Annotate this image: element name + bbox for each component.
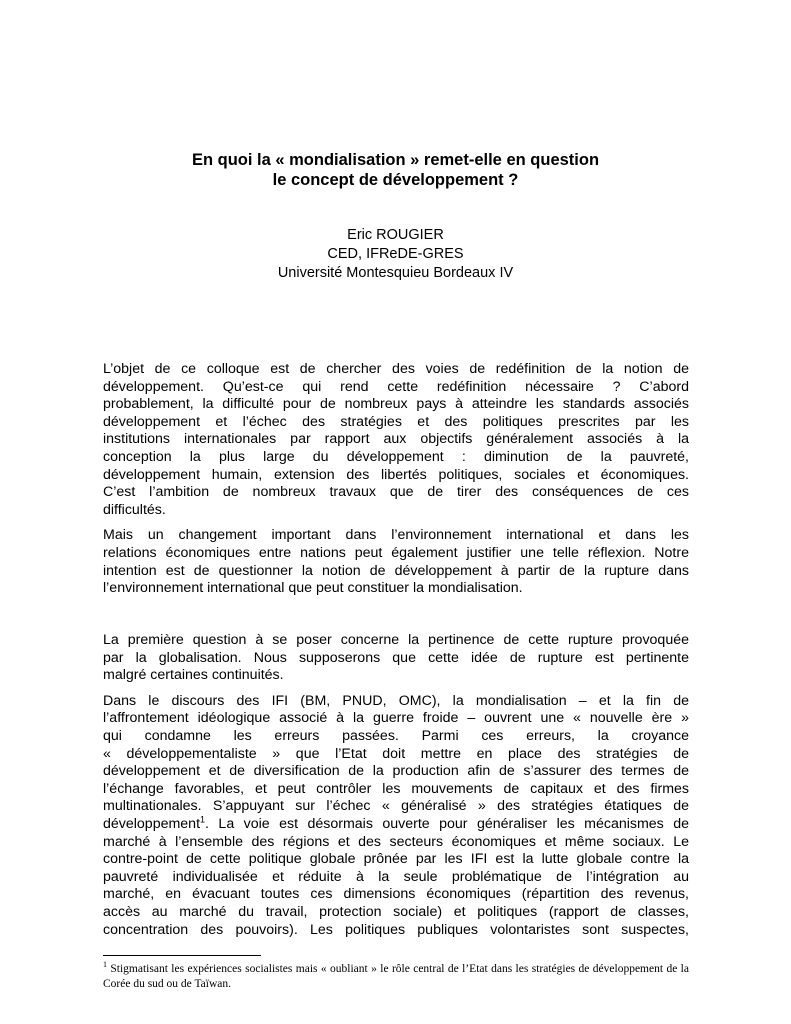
paragraph-line: relations économiques entre nations peut également justifier une telle réflexion. Notre [103, 544, 689, 561]
footnote-text: Stigmatisant les expériences socialistes mais « oubliant » le rôle central de l’Etat dans les stratégies de développement de la Corée du sud ou de Taïwan. [103, 963, 689, 990]
paragraph-line: institutions internationales par rapport aux objectifs généralement associés à la [103, 431, 689, 448]
paragraph-3 [103, 632, 689, 685]
paragraph-line: Mais un changement important dans l’environnement international et dans les [103, 527, 689, 544]
document-title [0, 150, 791, 190]
paragraph-line: l’affrontement idéologique associé à la guerre froide – ouvrent une « nouvelle ère » [103, 710, 689, 727]
paragraph-line: intention est de questionner la notion de développement à partir de la rupture dans [103, 562, 689, 579]
paragraph-2 [103, 527, 689, 597]
footnote-reference[interactable]: 1 [200, 814, 206, 825]
paragraph-line: développement et de diversification de la production afin de s’assurer des termes de [103, 763, 689, 780]
note-line-end: . La voie est désormais ouverte pour généraliser les mécanismes de [205, 815, 689, 832]
paragraph-line: par la globalisation. Nous supposerons que cette idée de rupture est pertinente [103, 649, 689, 666]
footnote [103, 962, 689, 992]
paragraph-line: contre-point de cette politique globale prônée par les IFI est la lutte globale contre la [103, 851, 689, 868]
paragraph-line-with-note [103, 816, 689, 834]
footnote-mark: 1 [103, 960, 107, 970]
paragraph-line: malgré certaines continuités. [103, 667, 284, 684]
paragraph-line: L’objet de ce colloque est de chercher des voies de redéfinition de la notion de [103, 361, 689, 377]
paragraph-line: pauvreté individualisée et réduite à la seule problématique de l’intégration au [103, 868, 689, 885]
author-university: Université Montesquieu Bordeaux IV [277, 265, 514, 281]
paragraph-line: l’environnement international que peut constituer la mondialisation. [103, 580, 523, 597]
paragraph-line: probablement, la difficulté pour de nombreux pays à atteindre les standards associés [103, 396, 689, 413]
title-line-1: En quoi la « mondialisation » remet-elle en question [191, 151, 600, 169]
paragraph-line: accès au marché du travail, protection sociale) et politiques (rapport de classes, [103, 903, 689, 920]
paragraph-line: concentration des pouvoirs). Les politiques publiques volontaristes sont suspectes, [103, 921, 689, 938]
paragraph-line: Dans le discours des IFI (BM, PNUD, OMC), la mondialisation – et la fin de [103, 692, 689, 709]
section-main [103, 632, 689, 947]
paragraph-line: La première question à se poser concerne la pertinence de cette rupture provoquée [103, 632, 689, 648]
section-intro [103, 361, 689, 606]
author-affiliation: CED, IFReDE-GRES [327, 246, 464, 262]
paragraph-4 [103, 693, 689, 939]
paragraph-line: développement humain, extension des libertés politiques, sociales et économiques. [103, 466, 689, 483]
title-line-2: le concept de développement ? [272, 171, 519, 189]
author-name: Eric ROUGIER [347, 227, 444, 243]
author-block [0, 226, 791, 283]
note-line-start: développement [103, 815, 201, 832]
paragraph-line: difficultés. [103, 501, 166, 518]
paragraph-1 [103, 361, 689, 519]
paragraph-line: qui condamne les erreurs passées. Parmi ces erreurs, la croyance [103, 727, 689, 744]
paragraph-line: développement. Qu’est-ce qui rend cette redéfinition nécessaire ? C’abord [103, 378, 689, 395]
paragraph-line: développement et l’échec des stratégies et des politiques prescrites par les [103, 413, 689, 430]
paragraph-line: marché, en évacuant toutes ces dimensions économiques (répartition des revenus, [103, 886, 689, 903]
paragraph-line: C’est l’ambition de nombreux travaux que de tirer des conséquences de ces [103, 484, 689, 501]
paragraph-line: « développementaliste » que l’Etat doit mettre en place des stratégies de [103, 745, 689, 762]
paragraph-line: marché à l’ensemble des régions et des secteurs économiques et même sociaux. Le [103, 833, 689, 850]
paragraph-line: l’échange favorables, et peut contrôler les mouvements de capitaux et des firmes [103, 780, 689, 797]
paragraph-line: multinationales. S’appuyant sur l’échec « généralisé » des stratégies étatiques de [103, 798, 689, 815]
footnote-separator [103, 955, 261, 956]
paragraph-line: conception la plus large du développement : diminution de la pauvreté, [103, 448, 689, 465]
